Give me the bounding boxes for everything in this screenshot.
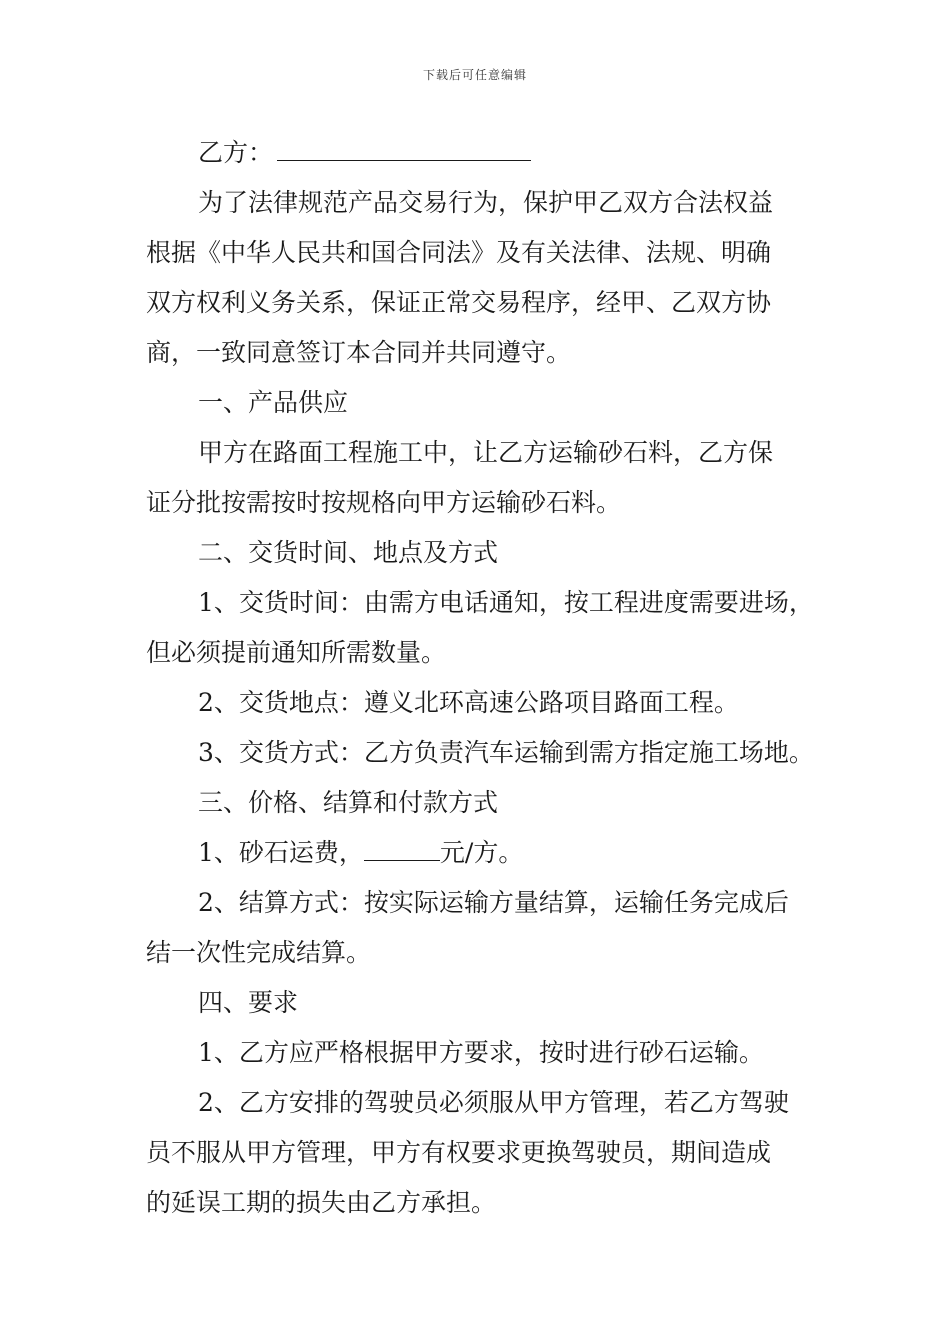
section-2-item-2: 2、交货地点：遵义北环高速公路项目路面工程。 <box>198 688 739 717</box>
preamble-line-2: 根据《中华人民共和国合同法》及有关法律、法规、明确 <box>146 238 772 267</box>
preamble-line-4: 商，一致同意签订本合同并共同遵守。 <box>146 338 572 367</box>
section-1-title: 一、产品供应 <box>198 388 349 417</box>
section-3-item-2-line-1: 2、结算方式：按实际运输方量结算，运输任务完成后 <box>198 888 789 917</box>
section-2-title: 二、交货时间、地点及方式 <box>198 538 499 567</box>
section-4-item-2-line-2: 员不服从甲方管理，甲方有权要求更换驾驶员，期间造成 <box>146 1138 772 1167</box>
section-4-item-2-line-1: 2、乙方安排的驾驶员必须服从甲方管理，若乙方驾驶 <box>198 1088 789 1117</box>
section-1-line-1: 甲方在路面工程施工中，让乙方运输砂石料，乙方保 <box>198 438 774 467</box>
section-4-item-1: 1、乙方应严格根据甲方要求，按时进行砂石运输。 <box>198 1038 764 1067</box>
freight-price-blank <box>364 834 440 861</box>
section-3-title: 三、价格、结算和付款方式 <box>198 788 499 817</box>
section-1-line-2: 证分批按需按时按规格向甲方运输砂石料。 <box>146 488 622 517</box>
section-3-item-1-suffix: 元/方。 <box>439 838 524 867</box>
party-b-blank <box>277 134 531 161</box>
preamble-line-3: 双方权利义务关系，保证正常交易程序，经甲、乙双方协 <box>146 288 772 317</box>
section-3-item-1 <box>146 828 822 878</box>
section-4-item-2-line-3: 的延误工期的损失由乙方承担。 <box>146 1188 497 1217</box>
section-2-item-1-line-1: 1、交货时间：由需方电话通知，按工程进度需要进场， <box>198 588 814 617</box>
contract-body <box>146 128 822 1228</box>
section-3-item-2-line-2: 结一次性完成结算。 <box>146 938 372 967</box>
section-3-item-1-prefix: 1、砂石运费， <box>198 838 364 867</box>
preamble-line-1: 为了法律规范产品交易行为，保护甲乙双方合法权益 <box>198 188 774 217</box>
party-b-label: 乙方： <box>198 138 274 167</box>
section-4-title: 四、要求 <box>198 988 299 1017</box>
party-b-line <box>146 128 822 178</box>
section-2-item-3: 3、交货方式：乙方负责汽车运输到需方指定施工场地。 <box>198 738 814 767</box>
header-note: 下载后可任意编辑 <box>422 68 527 82</box>
section-2-item-1-line-2: 但必须提前通知所需数量。 <box>146 638 447 667</box>
